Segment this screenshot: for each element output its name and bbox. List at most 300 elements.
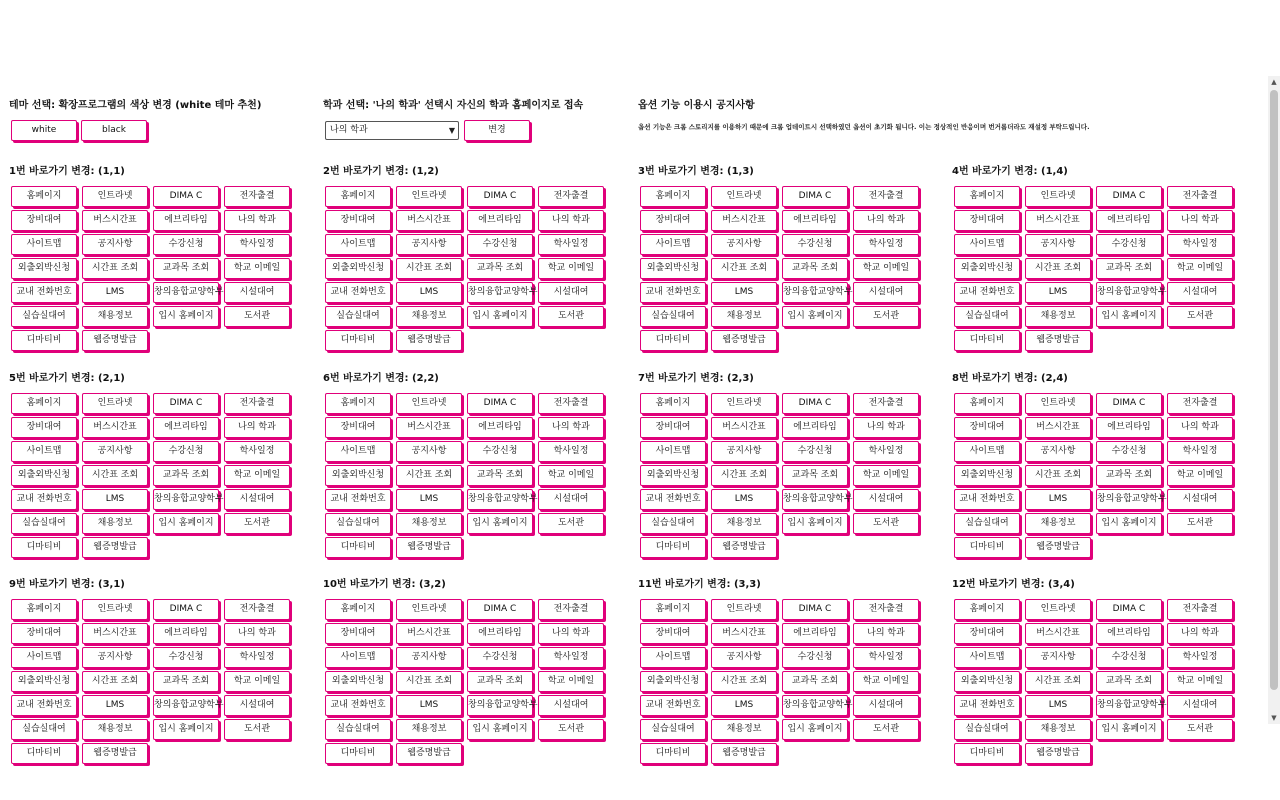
shortcut-option-button[interactable]: 디마티비 [11,743,77,764]
shortcut-option-button[interactable]: 인트라넷 [711,393,777,414]
shortcut-option-button[interactable]: 나의 학과 [1167,210,1233,231]
shortcut-option-button[interactable]: 인트라넷 [711,186,777,207]
shortcut-option-button[interactable]: 교내 전화번호 [640,282,706,303]
shortcut-option-button[interactable]: 창의융합교양학부 [1096,282,1162,303]
scrollbar-thumb[interactable] [1270,90,1278,690]
shortcut-option-button[interactable]: 공지사항 [396,647,462,668]
shortcut-option-button[interactable]: 학사일정 [853,441,919,462]
shortcut-option-button[interactable]: 창의융합교양학부 [782,695,848,716]
shortcut-option-button[interactable]: 사이트맵 [954,234,1020,255]
shortcut-option-button[interactable]: 수강신청 [153,647,219,668]
shortcut-option-button[interactable]: 교과목 조회 [782,465,848,486]
shortcut-option-button[interactable]: 수강신청 [467,647,533,668]
shortcut-option-button[interactable]: 교내 전화번호 [640,695,706,716]
shortcut-option-button[interactable]: 실습실대여 [325,719,391,740]
shortcut-option-button[interactable]: 버스시간표 [1025,623,1091,644]
shortcut-option-button[interactable]: 나의 학과 [853,417,919,438]
shortcut-option-button[interactable]: 창의융합교양학부 [467,282,533,303]
shortcut-option-button[interactable]: 버스시간표 [711,417,777,438]
shortcut-option-button[interactable]: 장비대여 [325,623,391,644]
shortcut-option-button[interactable]: 웹증명발급 [1025,743,1091,764]
shortcut-option-button[interactable]: 인트라넷 [82,186,148,207]
shortcut-option-button[interactable]: 나의 학과 [853,623,919,644]
shortcut-option-button[interactable]: LMS [1025,489,1091,510]
shortcut-option-button[interactable]: 나의 학과 [538,210,604,231]
shortcut-option-button[interactable]: 창의융합교양학부 [467,489,533,510]
shortcut-option-button[interactable]: 공지사항 [396,234,462,255]
shortcut-option-button[interactable]: 인트라넷 [711,599,777,620]
shortcut-option-button[interactable]: 디마티비 [640,537,706,558]
shortcut-option-button[interactable]: 실습실대여 [640,719,706,740]
shortcut-option-button[interactable]: 시간표 조회 [396,465,462,486]
shortcut-option-button[interactable]: 에브리타임 [467,417,533,438]
shortcut-option-button[interactable]: 시간표 조회 [1025,671,1091,692]
shortcut-option-button[interactable]: 교내 전화번호 [954,282,1020,303]
shortcut-option-button[interactable]: 교내 전화번호 [325,489,391,510]
shortcut-option-button[interactable]: 공지사항 [711,441,777,462]
shortcut-option-button[interactable]: LMS [396,282,462,303]
shortcut-option-button[interactable]: 교과목 조회 [467,465,533,486]
shortcut-option-button[interactable]: 학교 이메일 [1167,465,1233,486]
shortcut-option-button[interactable]: 외출외박신청 [325,671,391,692]
shortcut-option-button[interactable]: 에브리타임 [1096,210,1162,231]
shortcut-option-button[interactable]: 채용정보 [1025,719,1091,740]
shortcut-option-button[interactable]: 입시 홈페이지 [153,306,219,327]
shortcut-option-button[interactable]: 시간표 조회 [711,258,777,279]
shortcut-option-button[interactable]: 도서관 [224,719,290,740]
shortcut-option-button[interactable]: LMS [82,489,148,510]
shortcut-option-button[interactable]: 시간표 조회 [1025,465,1091,486]
shortcut-option-button[interactable]: 교내 전화번호 [325,695,391,716]
shortcut-option-button[interactable]: LMS [396,695,462,716]
shortcut-option-button[interactable]: 외출외박신청 [11,258,77,279]
shortcut-option-button[interactable]: 디마티비 [325,330,391,351]
shortcut-option-button[interactable]: 실습실대여 [11,719,77,740]
shortcut-option-button[interactable]: 교과목 조회 [782,258,848,279]
shortcut-option-button[interactable]: DIMA C [1096,599,1162,620]
shortcut-option-button[interactable]: 시설대여 [1167,282,1233,303]
shortcut-option-button[interactable]: 도서관 [538,719,604,740]
shortcut-option-button[interactable]: DIMA C [153,393,219,414]
shortcut-option-button[interactable]: 버스시간표 [396,417,462,438]
shortcut-option-button[interactable]: 홈페이지 [11,599,77,620]
shortcut-option-button[interactable]: 학교 이메일 [538,465,604,486]
shortcut-option-button[interactable]: 전자출결 [1167,599,1233,620]
shortcut-option-button[interactable]: 공지사항 [82,647,148,668]
shortcut-option-button[interactable]: 에브리타임 [467,623,533,644]
shortcut-option-button[interactable]: 시설대여 [853,282,919,303]
shortcut-option-button[interactable]: LMS [711,489,777,510]
shortcut-option-button[interactable]: 실습실대여 [11,306,77,327]
shortcut-option-button[interactable]: 시간표 조회 [82,465,148,486]
shortcut-option-button[interactable]: 수강신청 [1096,441,1162,462]
shortcut-option-button[interactable]: 학교 이메일 [538,258,604,279]
shortcut-option-button[interactable]: 외출외박신청 [640,258,706,279]
shortcut-option-button[interactable]: 나의 학과 [1167,417,1233,438]
shortcut-option-button[interactable]: 인트라넷 [1025,186,1091,207]
shortcut-option-button[interactable]: 시설대여 [853,489,919,510]
shortcut-option-button[interactable]: 버스시간표 [1025,210,1091,231]
shortcut-option-button[interactable]: 웹증명발급 [396,537,462,558]
shortcut-option-button[interactable]: 외출외박신청 [640,465,706,486]
shortcut-option-button[interactable]: 교과목 조회 [467,258,533,279]
shortcut-option-button[interactable]: 전자출결 [224,599,290,620]
shortcut-option-button[interactable]: 도서관 [224,513,290,534]
shortcut-option-button[interactable]: 시설대여 [538,282,604,303]
shortcut-option-button[interactable]: 디마티비 [325,743,391,764]
shortcut-option-button[interactable]: 나의 학과 [224,210,290,231]
shortcut-option-button[interactable]: 창의융합교양학부 [467,695,533,716]
shortcut-option-button[interactable]: 교과목 조회 [153,671,219,692]
shortcut-option-button[interactable]: 사이트맵 [11,441,77,462]
shortcut-option-button[interactable]: DIMA C [467,393,533,414]
department-select[interactable] [325,121,459,140]
shortcut-option-button[interactable]: 학교 이메일 [538,671,604,692]
shortcut-option-button[interactable]: 시설대여 [1167,489,1233,510]
shortcut-option-button[interactable]: 외출외박신청 [11,671,77,692]
shortcut-option-button[interactable]: 홈페이지 [11,393,77,414]
shortcut-option-button[interactable]: LMS [1025,695,1091,716]
shortcut-option-button[interactable]: 사이트맵 [954,647,1020,668]
shortcut-option-button[interactable]: 사이트맵 [954,441,1020,462]
shortcut-option-button[interactable]: 수강신청 [782,647,848,668]
shortcut-option-button[interactable]: 교내 전화번호 [11,489,77,510]
shortcut-option-button[interactable]: 웹증명발급 [711,537,777,558]
shortcut-option-button[interactable]: 채용정보 [396,306,462,327]
shortcut-option-button[interactable]: 외출외박신청 [11,465,77,486]
shortcut-option-button[interactable]: 시설대여 [224,489,290,510]
shortcut-option-button[interactable]: 인트라넷 [82,393,148,414]
shortcut-option-button[interactable]: 나의 학과 [224,417,290,438]
shortcut-option-button[interactable]: 버스시간표 [82,623,148,644]
shortcut-option-button[interactable]: 전자출결 [538,599,604,620]
shortcut-option-button[interactable]: 시설대여 [853,695,919,716]
shortcut-option-button[interactable]: 수강신청 [1096,234,1162,255]
shortcut-option-button[interactable]: 외출외박신청 [954,465,1020,486]
shortcut-option-button[interactable]: DIMA C [1096,393,1162,414]
shortcut-option-button[interactable]: 버스시간표 [711,210,777,231]
shortcut-option-button[interactable]: 채용정보 [1025,306,1091,327]
shortcut-option-button[interactable]: 교과목 조회 [1096,671,1162,692]
shortcut-option-button[interactable]: LMS [711,282,777,303]
shortcut-option-button[interactable]: 시간표 조회 [82,258,148,279]
shortcut-option-button[interactable]: 창의융합교양학부 [1096,695,1162,716]
shortcut-option-button[interactable]: 웹증명발급 [711,330,777,351]
shortcut-option-button[interactable]: 에브리타임 [153,417,219,438]
shortcut-option-button[interactable]: 학사일정 [538,234,604,255]
shortcut-option-button[interactable]: DIMA C [782,186,848,207]
shortcut-option-button[interactable]: 사이트맵 [640,234,706,255]
shortcut-option-button[interactable]: 공지사항 [1025,234,1091,255]
shortcut-option-button[interactable]: 입시 홈페이지 [153,513,219,534]
shortcut-option-button[interactable]: 공지사항 [1025,441,1091,462]
shortcut-option-button[interactable]: 실습실대여 [640,306,706,327]
shortcut-option-button[interactable]: 장비대여 [640,417,706,438]
shortcut-option-button[interactable]: 학사일정 [224,647,290,668]
scroll-up-arrow-icon[interactable]: ▲ [1271,78,1277,86]
shortcut-option-button[interactable]: 에브리타임 [782,210,848,231]
shortcut-option-button[interactable]: 교내 전화번호 [11,695,77,716]
shortcut-option-button[interactable]: 수강신청 [467,441,533,462]
theme-white-button[interactable]: white [11,120,77,141]
shortcut-option-button[interactable]: 학교 이메일 [224,671,290,692]
shortcut-option-button[interactable]: 디마티비 [640,743,706,764]
shortcut-option-button[interactable]: 도서관 [853,719,919,740]
shortcut-option-button[interactable]: 수강신청 [782,441,848,462]
shortcut-option-button[interactable]: 입시 홈페이지 [782,719,848,740]
shortcut-option-button[interactable]: 학사일정 [538,647,604,668]
shortcut-option-button[interactable]: DIMA C [1096,186,1162,207]
shortcut-option-button[interactable]: LMS [711,695,777,716]
shortcut-option-button[interactable]: 교과목 조회 [153,465,219,486]
shortcut-option-button[interactable]: 버스시간표 [711,623,777,644]
shortcut-option-button[interactable]: 수강신청 [1096,647,1162,668]
shortcut-option-button[interactable]: 에브리타임 [153,210,219,231]
shortcut-option-button[interactable]: 도서관 [538,306,604,327]
shortcut-option-button[interactable]: 도서관 [853,513,919,534]
shortcut-option-button[interactable]: 전자출결 [538,186,604,207]
shortcut-option-button[interactable]: 실습실대여 [954,306,1020,327]
shortcut-option-button[interactable]: 채용정보 [396,513,462,534]
shortcut-option-button[interactable]: 실습실대여 [11,513,77,534]
shortcut-option-button[interactable]: 인트라넷 [396,599,462,620]
shortcut-option-button[interactable]: 실습실대여 [325,513,391,534]
shortcut-option-button[interactable]: 시간표 조회 [711,465,777,486]
shortcut-option-button[interactable]: 사이트맵 [640,647,706,668]
shortcut-option-button[interactable]: 외출외박신청 [954,258,1020,279]
shortcut-option-button[interactable]: 홈페이지 [640,599,706,620]
shortcut-option-button[interactable]: 외출외박신청 [954,671,1020,692]
shortcut-option-button[interactable]: 교과목 조회 [1096,465,1162,486]
shortcut-option-button[interactable]: 학교 이메일 [1167,671,1233,692]
shortcut-option-button[interactable]: 실습실대여 [954,513,1020,534]
shortcut-option-button[interactable]: 디마티비 [954,330,1020,351]
shortcut-option-button[interactable]: 인트라넷 [1025,393,1091,414]
shortcut-option-button[interactable]: 전자출결 [853,186,919,207]
shortcut-option-button[interactable]: DIMA C [782,599,848,620]
shortcut-option-button[interactable]: 시설대여 [224,282,290,303]
shortcut-option-button[interactable]: 실습실대여 [325,306,391,327]
shortcut-option-button[interactable]: 나의 학과 [538,417,604,438]
shortcut-option-button[interactable]: 홈페이지 [640,186,706,207]
shortcut-option-button[interactable]: 사이트맵 [325,441,391,462]
shortcut-option-button[interactable]: 에브리타임 [467,210,533,231]
shortcut-option-button[interactable]: 외출외박신청 [325,258,391,279]
shortcut-option-button[interactable]: DIMA C [153,599,219,620]
vertical-scrollbar[interactable] [1268,76,1280,724]
shortcut-option-button[interactable]: 채용정보 [82,513,148,534]
shortcut-option-button[interactable]: 학사일정 [1167,234,1233,255]
shortcut-option-button[interactable]: 공지사항 [82,234,148,255]
shortcut-option-button[interactable]: 실습실대여 [640,513,706,534]
shortcut-option-button[interactable]: 사이트맵 [640,441,706,462]
shortcut-option-button[interactable]: 홈페이지 [325,186,391,207]
shortcut-option-button[interactable]: 시설대여 [1167,695,1233,716]
shortcut-option-button[interactable]: LMS [1025,282,1091,303]
shortcut-option-button[interactable]: 사이트맵 [325,234,391,255]
shortcut-option-button[interactable]: 장비대여 [640,623,706,644]
shortcut-option-button[interactable]: 전자출결 [853,393,919,414]
shortcut-option-button[interactable]: 버스시간표 [396,623,462,644]
shortcut-option-button[interactable]: 입시 홈페이지 [467,306,533,327]
shortcut-option-button[interactable]: 창의융합교양학부 [1096,489,1162,510]
department-change-button[interactable]: 변경 [464,120,530,141]
shortcut-option-button[interactable]: 학사일정 [853,234,919,255]
shortcut-option-button[interactable]: 사이트맵 [11,234,77,255]
shortcut-option-button[interactable]: 사이트맵 [325,647,391,668]
shortcut-option-button[interactable]: 학사일정 [853,647,919,668]
shortcut-option-button[interactable]: 장비대여 [11,210,77,231]
shortcut-option-button[interactable]: 채용정보 [711,719,777,740]
shortcut-option-button[interactable]: 공지사항 [711,647,777,668]
shortcut-option-button[interactable]: 학사일정 [1167,441,1233,462]
shortcut-option-button[interactable]: 전자출결 [538,393,604,414]
shortcut-option-button[interactable]: 수강신청 [782,234,848,255]
shortcut-option-button[interactable]: 공지사항 [396,441,462,462]
shortcut-option-button[interactable]: 인트라넷 [1025,599,1091,620]
shortcut-option-button[interactable]: 나의 학과 [224,623,290,644]
shortcut-option-button[interactable]: 전자출결 [1167,186,1233,207]
shortcut-option-button[interactable]: 채용정보 [711,306,777,327]
shortcut-option-button[interactable]: 시간표 조회 [711,671,777,692]
shortcut-option-button[interactable]: 시간표 조회 [396,258,462,279]
theme-black-button[interactable]: black [81,120,147,141]
shortcut-option-button[interactable]: 사이트맵 [11,647,77,668]
shortcut-option-button[interactable]: 에브리타임 [782,623,848,644]
shortcut-option-button[interactable]: 교내 전화번호 [954,489,1020,510]
shortcut-option-button[interactable]: 버스시간표 [82,210,148,231]
shortcut-option-button[interactable]: 창의융합교양학부 [782,489,848,510]
shortcut-option-button[interactable]: 수강신청 [153,234,219,255]
shortcut-option-button[interactable]: 공지사항 [82,441,148,462]
shortcut-option-button[interactable]: 시간표 조회 [1025,258,1091,279]
shortcut-option-button[interactable]: 전자출결 [853,599,919,620]
shortcut-option-button[interactable]: 학교 이메일 [853,671,919,692]
shortcut-option-button[interactable]: 학사일정 [1167,647,1233,668]
shortcut-option-button[interactable]: 시간표 조회 [82,671,148,692]
shortcut-option-button[interactable]: 나의 학과 [853,210,919,231]
shortcut-option-button[interactable]: 장비대여 [640,210,706,231]
shortcut-option-button[interactable]: 도서관 [1167,719,1233,740]
shortcut-option-button[interactable]: 창의융합교양학부 [153,695,219,716]
shortcut-option-button[interactable]: 채용정보 [1025,513,1091,534]
shortcut-option-button[interactable]: 교과목 조회 [782,671,848,692]
shortcut-option-button[interactable]: 장비대여 [11,417,77,438]
shortcut-option-button[interactable]: 전자출결 [1167,393,1233,414]
shortcut-option-button[interactable]: 웹증명발급 [1025,537,1091,558]
shortcut-option-button[interactable]: 도서관 [1167,306,1233,327]
shortcut-option-button[interactable]: 학사일정 [224,234,290,255]
shortcut-option-button[interactable]: 웹증명발급 [82,537,148,558]
shortcut-option-button[interactable]: DIMA C [782,393,848,414]
shortcut-option-button[interactable]: 교과목 조회 [467,671,533,692]
shortcut-option-button[interactable]: 교과목 조회 [1096,258,1162,279]
shortcut-option-button[interactable]: DIMA C [467,599,533,620]
shortcut-option-button[interactable]: 학사일정 [538,441,604,462]
shortcut-option-button[interactable]: 버스시간표 [1025,417,1091,438]
shortcut-option-button[interactable]: 전자출결 [224,186,290,207]
shortcut-option-button[interactable]: 수강신청 [467,234,533,255]
shortcut-option-button[interactable]: 채용정보 [711,513,777,534]
shortcut-option-button[interactable]: 에브리타임 [1096,417,1162,438]
shortcut-option-button[interactable]: DIMA C [153,186,219,207]
shortcut-option-button[interactable]: 장비대여 [954,623,1020,644]
shortcut-option-button[interactable]: 장비대여 [954,210,1020,231]
shortcut-option-button[interactable]: 입시 홈페이지 [467,719,533,740]
shortcut-option-button[interactable]: 학교 이메일 [1167,258,1233,279]
shortcut-option-button[interactable]: 입시 홈페이지 [153,719,219,740]
shortcut-option-button[interactable]: 교내 전화번호 [640,489,706,510]
shortcut-option-button[interactable]: 교내 전화번호 [954,695,1020,716]
shortcut-option-button[interactable]: 에브리타임 [153,623,219,644]
shortcut-option-button[interactable]: 교내 전화번호 [325,282,391,303]
shortcut-option-button[interactable]: 시설대여 [538,489,604,510]
shortcut-option-button[interactable]: 창의융합교양학부 [153,489,219,510]
shortcut-option-button[interactable]: 입시 홈페이지 [467,513,533,534]
shortcut-option-button[interactable]: 나의 학과 [538,623,604,644]
shortcut-option-button[interactable]: 웹증명발급 [82,330,148,351]
shortcut-option-button[interactable]: 버스시간표 [82,417,148,438]
shortcut-option-button[interactable]: 장비대여 [325,417,391,438]
shortcut-option-button[interactable]: 시간표 조회 [396,671,462,692]
shortcut-option-button[interactable]: 창의융합교양학부 [153,282,219,303]
shortcut-option-button[interactable]: 홈페이지 [640,393,706,414]
shortcut-option-button[interactable]: 홈페이지 [954,186,1020,207]
shortcut-option-button[interactable]: 도서관 [538,513,604,534]
shortcut-option-button[interactable]: 학교 이메일 [853,465,919,486]
shortcut-option-button[interactable]: 채용정보 [82,719,148,740]
shortcut-option-button[interactable]: 시설대여 [224,695,290,716]
shortcut-option-button[interactable]: 공지사항 [711,234,777,255]
shortcut-option-button[interactable]: 디마티비 [640,330,706,351]
shortcut-option-button[interactable]: 공지사항 [1025,647,1091,668]
shortcut-option-button[interactable]: 홈페이지 [954,393,1020,414]
shortcut-option-button[interactable]: 입시 홈페이지 [1096,719,1162,740]
shortcut-option-button[interactable]: 외출외박신청 [640,671,706,692]
shortcut-option-button[interactable]: 장비대여 [954,417,1020,438]
shortcut-option-button[interactable]: 도서관 [1167,513,1233,534]
shortcut-option-button[interactable]: 홈페이지 [325,393,391,414]
shortcut-option-button[interactable]: 인트라넷 [82,599,148,620]
shortcut-option-button[interactable]: LMS [396,489,462,510]
shortcut-option-button[interactable]: 학교 이메일 [224,465,290,486]
shortcut-option-button[interactable]: 디마티비 [11,537,77,558]
shortcut-option-button[interactable]: 외출외박신청 [325,465,391,486]
shortcut-option-button[interactable]: 인트라넷 [396,186,462,207]
shortcut-option-button[interactable]: 웹증명발급 [82,743,148,764]
shortcut-option-button[interactable]: 입시 홈페이지 [782,306,848,327]
shortcut-option-button[interactable]: 장비대여 [325,210,391,231]
shortcut-option-button[interactable]: 에브리타임 [1096,623,1162,644]
shortcut-option-button[interactable]: DIMA C [467,186,533,207]
shortcut-option-button[interactable]: 에브리타임 [782,417,848,438]
shortcut-option-button[interactable]: 채용정보 [396,719,462,740]
shortcut-option-button[interactable]: 웹증명발급 [396,743,462,764]
scroll-down-arrow-icon[interactable]: ▼ [1271,714,1277,722]
shortcut-option-button[interactable]: 시설대여 [538,695,604,716]
shortcut-option-button[interactable]: 웹증명발급 [1025,330,1091,351]
shortcut-option-button[interactable]: 교내 전화번호 [11,282,77,303]
shortcut-option-button[interactable]: 입시 홈페이지 [782,513,848,534]
shortcut-option-button[interactable]: 웹증명발급 [711,743,777,764]
shortcut-option-button[interactable]: 나의 학과 [1167,623,1233,644]
shortcut-option-button[interactable]: 디마티비 [954,743,1020,764]
shortcut-option-button[interactable]: 학교 이메일 [224,258,290,279]
shortcut-option-button[interactable]: 학교 이메일 [853,258,919,279]
shortcut-option-button[interactable]: 홈페이지 [954,599,1020,620]
shortcut-option-button[interactable]: 교과목 조회 [153,258,219,279]
shortcut-option-button[interactable]: 웹증명발급 [396,330,462,351]
